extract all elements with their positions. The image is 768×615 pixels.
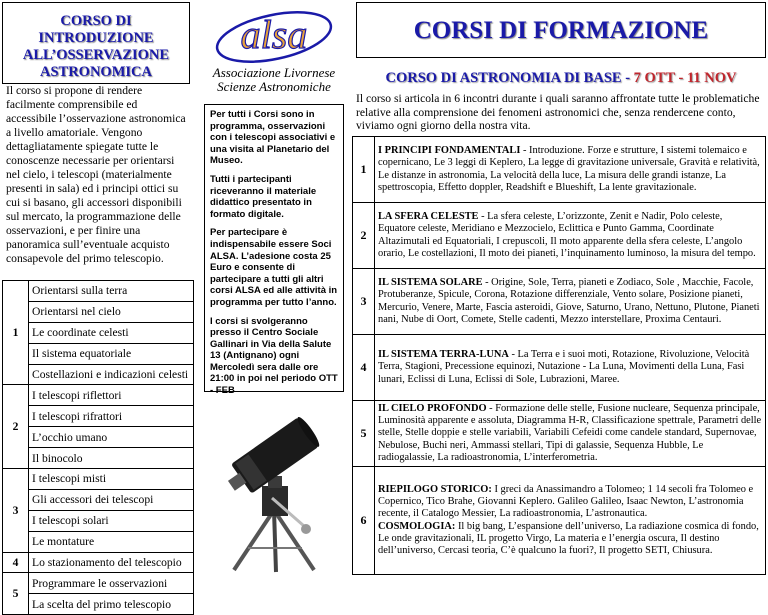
lesson-heading: I PRINCIPI FONDAMENTALI: [378, 145, 521, 157]
lesson-number: 3: [353, 269, 375, 335]
topic-item: I telescopi solari: [29, 510, 194, 531]
topic-row: [3, 427, 194, 448]
lesson-heading: COSMOLOGIA:: [378, 520, 456, 532]
info-paragraph: I corsi si svolgeranno presso il Centro Sociale Gallinari in Via della Salute 13 (Antignano) ogni Mercoledì sera dalle ore 21:00 in poi nel periodo OTT - FEB: [210, 315, 338, 397]
lessons-table: [352, 136, 766, 575]
topic-item: Le montature: [29, 531, 194, 552]
left-course-intro: Il corso si propone di rendere facilmente comprensibile ed accessibile l’osservazione astronomica a livello amatoriale. Vengono dettagliatamente spiegate tutte le conoscenze necessarie per orientarsi nel cielo, i telescopi (materialmente presenti in sala) ed i principi ottici su cui si basano, gli accessori disponibili sul mercato, la programmazione delle osservazioni, e per finire una panoramica sull’eventuale acquisto consapevole del primo telescopio.: [6, 84, 186, 265]
lesson-heading: IL CIELO PROFONDO: [378, 402, 487, 414]
topic-item: Orientarsi sulla terra: [29, 281, 194, 302]
course-intro: Il corso si articola in 6 incontri durante i quali saranno affrontate tutte le problematiche relative alla comprensione dei fenomeni astronomici che, senza rendercene conto, viviamo ogni giorno della nostra vita.: [356, 92, 760, 133]
topic-row: [3, 281, 194, 302]
lesson-text: - La Terra e i suoi moti, Rotazione, Rivoluzione, Velocità Terra, Stagioni, Precessione equinozi, Nutazione - La Luna, Movimenti della Luna, Fasi lunari, Eclissi di Luna, Eclissi di Sole, Lubrazioni, Maree.: [378, 349, 750, 385]
lesson-content: [375, 137, 766, 203]
lesson-row: [353, 335, 766, 401]
info-paragraph: Per tutti i Corsi sono in programma, osservazioni con i telescopi associativi e una visita al Planetario del Museo.: [210, 109, 336, 167]
topic-row: [3, 343, 194, 364]
left-title-box: [2, 2, 190, 84]
topic-row: [3, 469, 194, 490]
topic-item: I telescopi misti: [29, 469, 194, 490]
alsa-logo-word: alsa: [240, 12, 308, 57]
topic-item: Le coordinate celesti: [29, 322, 194, 343]
topic-row: [3, 322, 194, 343]
topics-table: [2, 280, 194, 615]
topic-item: Orientarsi nel cielo: [29, 301, 194, 322]
topic-group-number: 2: [3, 385, 29, 469]
topic-row: [3, 489, 194, 510]
topic-item: L’occhio umano: [29, 427, 194, 448]
main-title-box: [356, 2, 766, 58]
topic-group-number: 4: [3, 552, 29, 573]
topic-item: La scelta del primo telescopio: [29, 594, 194, 615]
topic-row: [3, 364, 194, 385]
topic-row: [3, 573, 194, 594]
lesson-text: Il big bang, L’espansione dell’universo, La radiazione cosmica di fondo, Le onde gravitazionali, IL progetto Virgo, La materia e l’energia oscura, Il destino dell’universo, Cercasi teoria, C’è qualcuno la fuori?, Il progetto SETI, Chiusura.: [378, 520, 759, 556]
course-title: [356, 70, 766, 87]
topic-item: Gli accessori dei telescopi: [29, 489, 194, 510]
info-paragraph: Per partecipare è indispensabile essere Soci ALSA. L’adesione costa 25 Euro e consente di partecipare a tutti gli altri corsi ALSA ed alle attività in programma per tutto l’anno.: [210, 227, 338, 308]
lesson-heading: IL SISTEMA SOLARE: [378, 277, 483, 289]
lesson-text: I greci da Anassimandro a Tolomeo; 1 14 secoli fra Tolomeo e Copernico, Tico Brahe, Giovanni Keplero. Galileo Galileo, Isaac Newton, L’astronomia recente, il Catalogo Messier, La radioastronomia, L’astronautica.: [378, 483, 754, 520]
lesson-content: [375, 203, 766, 269]
topic-row: [3, 594, 194, 615]
topic-row: [3, 552, 194, 573]
lesson-row: [353, 401, 766, 467]
alsa-name-line1: Associazione Livornese: [212, 65, 336, 80]
topic-item: Lo stazionamento del telescopio: [29, 552, 194, 573]
lesson-number: 1: [353, 137, 375, 203]
lesson-row: [353, 269, 766, 335]
topic-group-number: 3: [3, 469, 29, 553]
lesson-text: - Origine, Sole, Terra, pianeti e Zodiaco, Sole , Macchie, Facole, Protuberanze, Spicule, Corona, Rotazione differenziale, Vento solare, Posizione pianeti, Mercurio, Venere, Marte, Fascia asteroidi, Giove, Saturno, Urano, Nettuno, Plutone, Pianeti nani, Nube di Oort, Comete, Stelle cadenti, Mezzo interstellare, Proxima Centauri.: [378, 277, 760, 325]
info-paragraph: Tutti i partecipanti riceveranno il materiale didattico presentato in formato digitale.: [210, 173, 317, 220]
lesson-heading: RIEPILOGO STORICO:: [378, 483, 492, 495]
lesson-number: 6: [353, 467, 375, 575]
topic-row: [3, 448, 194, 469]
topic-item: Costellazioni e indicazioni celesti: [29, 364, 194, 385]
lesson-text: - Introduzione. Forze e strutture, I sistemi tolemaico e copernicano, Le 3 leggi di Keplero, La legge di gravitazione universale, Gravità e relatività, Le distanze in astronomia, La velocità della luce, La misura delle grandi istanze, La spettroscopia, Effetto doppler, Readshift e Blueshift, La lente gravitazionale.: [378, 145, 760, 193]
lesson-number: 4: [353, 335, 375, 401]
alsa-logo: [204, 4, 344, 102]
topic-item: Il binocolo: [29, 448, 194, 469]
topic-row: [3, 510, 194, 531]
lesson-content: [375, 269, 766, 335]
lesson-content: [375, 401, 766, 467]
topic-item: Programmare le osservazioni: [29, 573, 194, 594]
topic-group-number: 1: [3, 281, 29, 385]
lesson-heading: IL SISTEMA TERRA-LUNA: [378, 349, 509, 361]
course-title-text: CORSO DI ASTRONOMIA DI BASE -: [385, 70, 634, 86]
topic-group-number: 5: [3, 573, 29, 615]
lesson-heading: LA SFERA CELESTE: [378, 211, 479, 223]
topic-item: Il sistema equatoriale: [29, 343, 194, 364]
telescope-image: [212, 398, 336, 574]
course-dates: 7 OTT - 11 NOV: [633, 70, 737, 86]
lesson-row: [353, 203, 766, 269]
lesson-text: - Formazione delle stelle, Fusione nucleare, Sequenza principale, Luminosità apparente e assoluta, Diagramma H-R, Classificazione spettrale, Parametri delle stelle, Stelle doppie e stelle variabili, Variabili Cefeidi come candele standard, Supernovae, Nebulose, Buchi neri, Ammassi stellari, Tipi di galassie, Sequenza Hubble, Le radiogalassie, La radioastronomia, L’interferometria.: [378, 402, 762, 463]
topic-row: [3, 301, 194, 322]
alsa-name-line2: Scienze Astronomiche: [217, 79, 331, 94]
lesson-number: 2: [353, 203, 375, 269]
alsa-logo-mark: [204, 4, 344, 66]
lesson-text: - La sfera celeste, L’orizzonte, Zenit e Nadir, Polo celeste, Equatore celeste, Meridiano e Mezzocielo, Eclittica e Punto Gamma, Coordinate Altazimutali ed Equatoriali, I crepuscoli, Il moto apparente della sfera celeste, L’angolo orario, Le costellazioni, Il moto dei pianeti, l’inquinamento luminoso, la misura del tempo.: [378, 211, 756, 259]
main-title: CORSI DI FORMAZIONE: [413, 17, 709, 44]
topic-row: [3, 531, 194, 552]
left-course-title: CORSO DI INTRODUZIONE ALL’OSSERVAZIONE ASTRONOMICA: [22, 13, 170, 80]
lesson-row: [353, 467, 766, 575]
lesson-number: 5: [353, 401, 375, 467]
lesson-content: [375, 335, 766, 401]
topic-item: I telescopi rifrattori: [29, 406, 194, 427]
topic-row: [3, 385, 194, 406]
lesson-row: [353, 137, 766, 203]
topic-item: I telescopi riflettori: [29, 385, 194, 406]
info-box: [204, 104, 344, 397]
topic-row: [3, 406, 194, 427]
lesson-content: [375, 467, 766, 575]
